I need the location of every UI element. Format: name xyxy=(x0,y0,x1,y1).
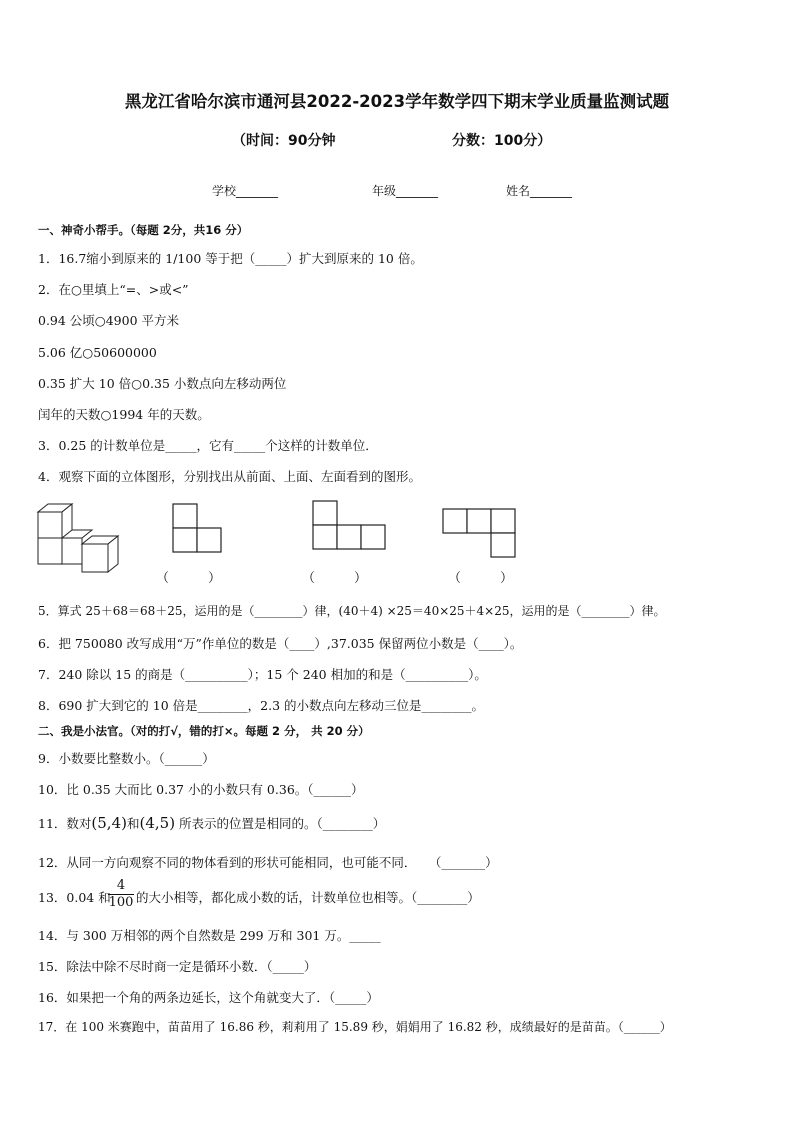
coordinate-pair-2: (4,5) xyxy=(139,814,176,832)
fraction-numerator: 4 xyxy=(116,878,126,893)
question-2: 2．在○里填上“=、>或<” xyxy=(38,282,189,297)
question-17: 17．在 100 米赛跑中，苗苗用了 16.86 秒，莉莉用了 15.89 秒，娟娟用了 16.82 秒，成绩最好的是苗苗。（______） xyxy=(38,1020,672,1034)
question-8: 8．690 扩大到它的 10 倍是________，2.3 的小数点向左移动三位是________。 xyxy=(38,698,484,713)
question-11 xyxy=(38,814,385,832)
section-heading: 一、神奇小帮手。（每题 2分，共16 分） xyxy=(38,223,249,237)
name-field[interactable]: 姓名_______ xyxy=(506,184,573,198)
question-10: 10．比 0.35 大而比 0.37 小的小数只有 0.36。（______） xyxy=(38,782,364,797)
answer-paren-1[interactable]: （ ） xyxy=(156,571,222,586)
section-heading: 二、我是小法官。（对的打√，错的打×。每题 2 分， 共 20 分） xyxy=(38,724,370,738)
answer-paren-3[interactable]: （ ） xyxy=(448,571,514,586)
question-2-d: 闰年的天数○1994 年的天数。 xyxy=(38,407,210,422)
question-11-suffix: 所表示的位置是相同的。（________） xyxy=(175,816,386,831)
question-14: 14．与 300 万相邻的两个自然数是 299 万和 301 万。_____ xyxy=(38,928,381,943)
question-5: 5．算式 25＋68＝68＋25，运用的是（________）律，(40＋4) ×25＝40×25＋4×25，运用的是（________）律。 xyxy=(38,604,666,618)
answer-paren-2[interactable]: （ ） xyxy=(302,571,368,586)
view-figure-3 xyxy=(442,508,520,560)
question-2-a: 0.94 公顷○4900 平方米 xyxy=(38,313,179,328)
question-11-and: 和 xyxy=(126,816,140,831)
question-15: 15．除法中除不尽时商一定是循环小数．（_____） xyxy=(38,959,317,974)
fraction xyxy=(108,878,134,911)
school-field[interactable]: 学校_______ xyxy=(212,184,279,198)
view-figure-2 xyxy=(312,500,390,552)
grade-field[interactable]: 年级_______ xyxy=(372,184,439,198)
question-13-prefix: 13．0.04 和 xyxy=(38,890,111,905)
fraction-denominator: 100 xyxy=(108,895,134,910)
view-figure-1 xyxy=(172,503,224,565)
question-4: 4．观察下面的立体图形，分别找出从前面、上面、左面看到的图形。 xyxy=(38,469,421,484)
question-7: 7．240 除以 15 的商是（__________）；15 个 240 相加的和是（__________）。 xyxy=(38,667,487,682)
exam-time: （时间：90分钟 xyxy=(232,133,336,149)
question-3: 3．0.25 的计数单位是_____，它有_____个这样的计数单位． xyxy=(38,438,378,453)
page-title: 黑龙江省哈尔滨市通河县2022-2023学年数学四下期末学业质量监测试题 xyxy=(124,92,670,111)
question-2-c: 0.35 扩大 10 倍○0.35 小数点向左移动两位 xyxy=(38,376,287,391)
question-9: 9．小数要比整数小。（______） xyxy=(38,751,215,766)
question-2-b: 5.06 亿○50600000 xyxy=(38,345,157,360)
question-6: 6．把 750080 改写成用“万”作单位的数是（____）,37.035 保留两位小数是（____）。 xyxy=(38,636,523,651)
question-16: 16．如果把一个角的两条边延长，这个角就变大了．（_____） xyxy=(38,990,379,1005)
question-1: 1．16.7缩小到原来的 1/100 等于把（_____）扩大到原来的 10 倍。 xyxy=(38,251,423,266)
question-11-prefix: 11．数对 xyxy=(38,816,92,831)
solid-figure xyxy=(36,500,126,578)
coordinate-pair-1: (5,4) xyxy=(91,814,127,832)
exam-score: 分数：100分） xyxy=(452,133,552,149)
question-13-suffix: 的大小相等，都化成小数的话，计数单位也相等。（________） xyxy=(136,890,480,905)
question-12: 12．从同一方向观察不同的物体看到的形状可能相同，也可能不同． （_______） xyxy=(38,855,498,870)
